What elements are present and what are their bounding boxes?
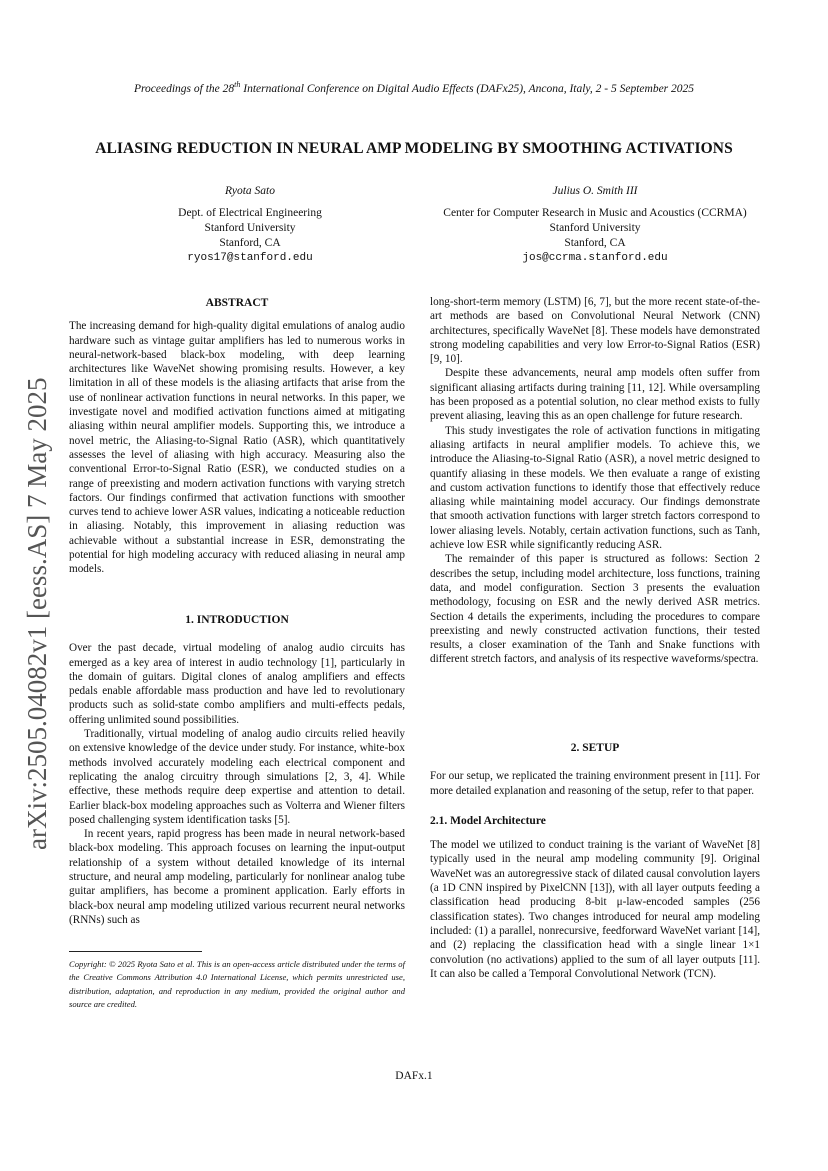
- copyright-notice: Copyright: © 2025 Ryota Sato et al. This is an open-access article distributed under the terms of the Creative Commons Attribution 4.0 International License, which permits unrestricted use, distribution, adaptation, and reproduction in any medium, provided the original author and source are credited.: [69, 959, 405, 1009]
- author-affiliation: Center for Computer Research in Music and Acoustics (CCRMA): [443, 207, 747, 219]
- paragraph: Despite these advancements, neural amp models often suffer from significant aliasing artifacts during training [11, 12]. While oversampling has been proposed as a potential solution, no clear method exists to fully prevent aliasing, leaving this as an open challenge for future research.: [430, 367, 760, 423]
- paragraph: For our setup, we replicated the training environment present in [11]. For more detailed explanation and reasoning of the setup, refer to that paper.: [430, 770, 760, 797]
- paragraph: This study investigates the role of activation functions in mitigating aliasing artifacts in neural amplifier models. To achieve this, we introduce the Aliasing-to-Signal Ratio (ASR), a novel metric designed to quantify aliasing in these models. We then evaluate a range of existing and custom activation functions to identify those that effectively reduce aliasing while maintaining model accuracy. Our findings demonstrate that smooth activation functions with larger stretch factors correspond to lower aliasing levels. Notably, certain activation functions, such as Tanh, achieve low ESR while significantly reducing ASR.: [430, 424, 760, 552]
- author-affiliation: Stanford University: [204, 222, 296, 234]
- paragraph: Traditionally, virtual modeling of analog audio circuits relied heavily on extensive knowledge of the device under study. For instance, white-box methods involved accurately modeling each electrical component and replicating the analog circuitry through simulations [2, 3, 4]. While effective, these methods require deep expertise and attention to detail. Earlier black-box modeling approaches such as Volterra and Wiener filters posed challenging system identification tasks [5].: [69, 728, 405, 826]
- author-affiliation: Stanford, CA: [564, 237, 626, 249]
- introduction-section: [69, 613, 405, 927]
- introduction-heading: 1. INTRODUCTION: [185, 614, 289, 626]
- author-1: [130, 184, 370, 266]
- paragraph: The remainder of this paper is structured as follows: Section 2 describes the setup, including model architecture, loss functions, training data, and model configuration. Section 3 presents the evaluation methodology, focusing on ESR and the newly derived ASR metrics. Section 4 details the experiments, including the procedures to compare preexisting and newly constructed activation functions, their tested results, a closer examination of the Tanh and Snake functions with different stretch factors, and analysis of its respective waveforms/spectra.: [430, 553, 760, 666]
- paragraph: The model we utilized to conduct training is the variant of WaveNet [8] typically used in the neural amp modeling community [9]. Original WaveNet was an autoregressive stack of dilated causal convolution layers (a 1D CNN inspired by PixelCNN [13]), with all layer outputs feeding a classification head producing 8-bit μ-law-encoded samples (256 classification states). Two changes introduced for neural amp modeling included: (1) a parallel, nonrecursive, feedforward WaveNet variant [14], and (2) replacing the classification head with a single linear 1×1 convolution (no activations) applied to the sum of all layer outputs [11]. It can also be called a Temporal Convolutional Network (TCN).: [430, 839, 760, 980]
- abstract-text: The increasing demand for high-quality digital emulations of analog audio hardware such as vintage guitar amplifiers has led to numerous works in neural-network-based black-box modeling, with deep learning architectures like WaveNet showing promising results. However, a key limitation in all of these models is the aliasing artifacts that arise from the use of nonlinear activation functions in neural networks. In this paper, we investigate novel and modified activation functions aimed at mitigating aliasing within neural amplifier models. Supporting this, we introduce a novel metric, the Aliasing-to-Signal Ratio (ASR), which quantitatively assesses the level of aliasing with high accuracy. Measuring also the conventional Error-to-Signal Ratio (ESR), we conducted studies on a range of preexisting and modern activation functions with varying stretch factors. Our findings confirmed that activation functions with smoother curves tend to achieve lower ASR values, indicating a noticeable reduction in aliasing. Notably, this improvement in aliasing reduction was achievable without a substantial increase in ESR, demonstrating the potential for high modeling accuracy with reduced aliasing in neural amp models.: [69, 320, 405, 576]
- footnote-rule: [69, 951, 202, 952]
- setup-section: [430, 741, 760, 981]
- author-affiliation: Stanford, CA: [219, 237, 281, 249]
- paragraph: Over the past decade, virtual modeling of analog audio circuits has emerged as a key area of interest in audio technology [1], particularly in the domain of guitars. Digital clones of analog amplifiers and effects pedals enable affordable mass production and have led to revolutionary products such as solid-state combo amplifiers and multi-effects pedals, offering unlimited sound possibilities.: [69, 642, 405, 726]
- author-email: jos@ccrma.stanford.edu: [522, 252, 668, 264]
- abstract-section: [69, 296, 405, 577]
- paragraph: long-short-term memory (LSTM) [6, 7], but the more recent state-of-the-art methods are based on Convolutional Neural Network (CNN) architectures, specifically WaveNet [8]. These models have demonstrated strong modeling capabilities and very low Error-to-Signal Ratios (ESR) [9, 10].: [430, 296, 760, 366]
- paragraph: In recent years, rapid progress has been made in neural network-based black-box modeling. This approach focuses on learning the input-output relationship of a system without detailed knowledge of its internal structure, and neural amp modeling, particularly for nonlinear analog tube guitar amplifiers, has become a prominent application. Early efforts in black-box neural amp modeling utilized various recurrent neural networks (RNNs) such as: [69, 828, 405, 926]
- paper-title: ALIASING REDUCTION IN NEURAL AMP MODELING BY SMOOTHING ACTIVATIONS: [95, 140, 733, 157]
- introduction-continued: [430, 295, 760, 667]
- abstract-heading: ABSTRACT: [205, 297, 269, 309]
- author-name: Ryota Sato: [225, 185, 275, 197]
- author-affiliation: Stanford University: [549, 222, 641, 234]
- author-name: Julius O. Smith III: [552, 185, 638, 197]
- arxiv-stamp: arXiv:2505.04082v1 [eess.AS] 7 May 2025: [22, 377, 52, 850]
- setup-heading: 2. SETUP: [570, 742, 620, 754]
- author-email: ryos17@stanford.edu: [187, 252, 313, 264]
- page-number: DAFx.1: [395, 1070, 433, 1082]
- subsection-heading: 2.1. Model Architecture: [430, 814, 546, 827]
- author-affiliation: Dept. of Electrical Engineering: [178, 207, 322, 219]
- author-2: [415, 184, 775, 266]
- conference-header: Proceedings of the 28th International Conference on Digital Audio Effects (DAFx25), Ancona, Italy, 2 - 5 September 2025: [133, 80, 695, 95]
